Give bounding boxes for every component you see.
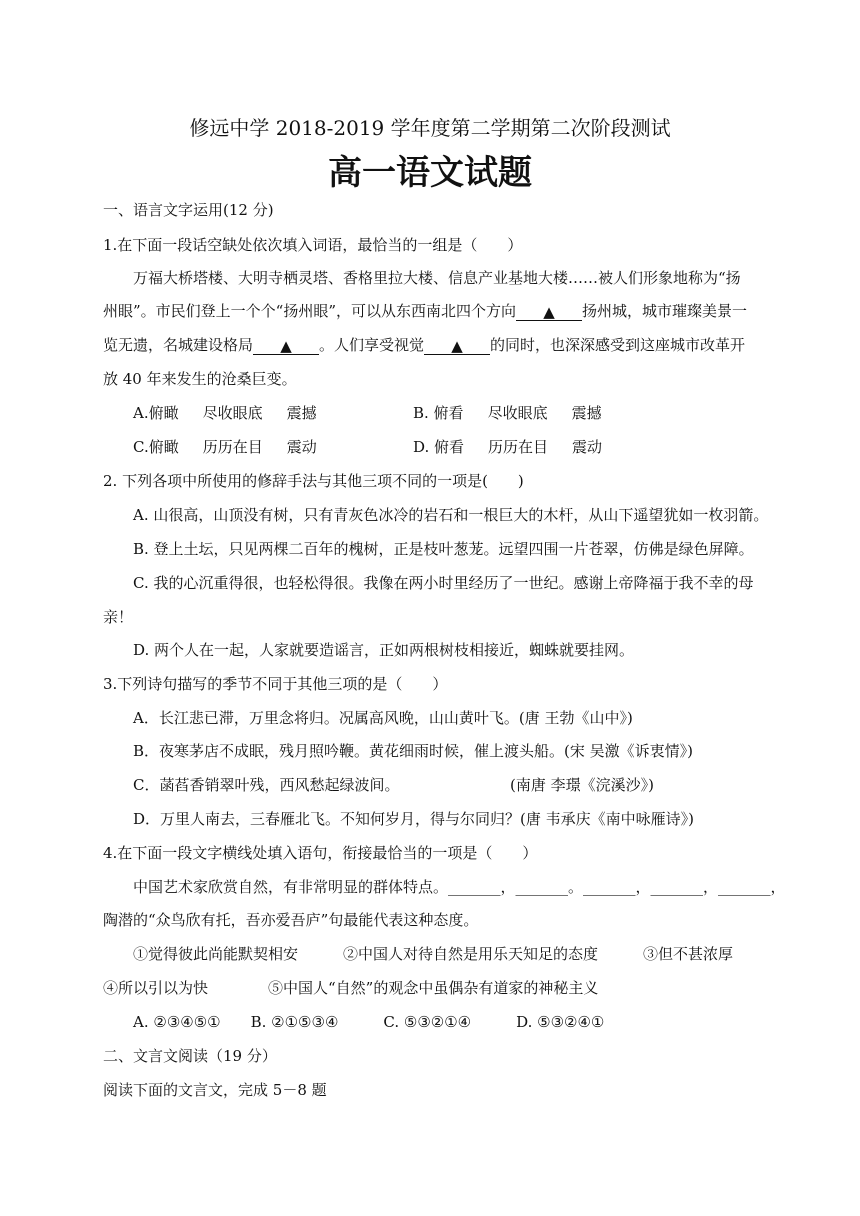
option-label: B. 俯看 <box>413 404 464 422</box>
q1-option-a <box>133 403 317 423</box>
option-word: 尽收眼底 <box>202 404 263 422</box>
q1-blank-2: ▲ <box>253 336 319 355</box>
option-label: C.俯瞰 <box>133 438 179 456</box>
q1-passage-line2 <box>103 301 747 321</box>
q3-option-c: C．菡萏香销翠叶残，西风愁起绿波间。 <box>133 776 400 794</box>
section2-intro: 阅读下面的文言文，完成 5－8 题 <box>103 1081 327 1099</box>
q1-option-b <box>413 403 602 423</box>
q3-option-a: A．长江悲已滞，万里念将归。况属高风晚，山山黄叶飞。(唐 王勃《山中》) <box>133 709 633 727</box>
q2-option-b: B. 登上土坛，只见两棵二百年的槐树，正是枝叶葱茏。远望四围一片苍翠，仿佛是绿色屏障。 <box>133 540 754 558</box>
q3-option-c-source: (南唐 李璟《浣溪沙》) <box>510 776 654 794</box>
q4-passage-line2: 陶潜的“众鸟欣有托，吾亦爱吾庐”句最能代表这种态度。 <box>103 911 479 929</box>
q3-option-b: B．夜寒茅店不成眠，残月照吟鞭。黄花细雨时候，催上渡头船。(宋 吴激《诉衷情》) <box>133 742 693 760</box>
q1-passage-text: 的同时，也深深感受到这座城市改革开 <box>490 336 746 354</box>
q1-passage-line4: 放 40 年来发生的沧桑巨变。 <box>103 370 297 388</box>
q1-option-d <box>413 437 602 457</box>
q3-option-d: D．万里人南去，三春雁北飞。不知何岁月，得与尔同归？(唐 韦承庆《南中咏雁诗》) <box>133 810 695 828</box>
exam-title: 高一语文试题 <box>328 153 532 193</box>
q1-stem: 1.在下面一段话空缺处依次填入词语，最恰当的一组是（ ） <box>103 236 523 254</box>
q4-items-line1: ①觉得彼此尚能默契相安 ②中国人对待自然是用乐天知足的态度 ③但不甚浓厚 <box>133 945 734 963</box>
option-word: 震撼 <box>286 404 317 422</box>
option-word: 尽收眼底 <box>487 404 548 422</box>
option-word: 震撼 <box>571 404 602 422</box>
q4-items-line2: ④所以引以为快 ⑤中国人“自然”的观念中虽偶杂有道家的神秘主义 <box>103 979 599 997</box>
q4-passage-line1: 中国艺术家欣赏自然，有非常明显的群体特点。_______，_______。_______，_______，_______， <box>133 878 786 896</box>
option-label: A.俯瞰 <box>133 404 179 422</box>
q1-passage-line1: 万福大桥塔楼、大明寺栖灵塔、香格里拉大楼、信息产业基地大楼……被人们形象地称为“扬 <box>133 269 741 287</box>
q1-passage-text: 览无遗，名城建设格局 <box>103 336 254 354</box>
q2-option-c-line1: C. 我的心沉重得很，也轻松得很。我像在两小时里经历了一世纪。感谢上帝降福于我不幸的母 <box>133 574 754 592</box>
q2-option-a: A. 山很高，山顶没有树，只有青灰色冰冷的岩石和一根巨大的木杆，从山下遥望犹如一枚羽箭。 <box>133 506 769 524</box>
q4-options: A. ②③④⑤① B. ②①⑤③④ C. ⑤③②①④ D. ⑤③②④① <box>133 1013 605 1031</box>
option-word: 震动 <box>286 438 317 456</box>
q1-option-c <box>133 437 317 457</box>
q1-blank-3: ▲ <box>424 336 490 355</box>
option-word: 历历在目 <box>488 438 549 456</box>
section1-heading: 一、语言文字运用(12 分) <box>103 201 274 219</box>
option-word: 震动 <box>572 438 603 456</box>
q2-option-c-line2: 亲！ <box>103 608 134 626</box>
q2-stem: 2. 下列各项中所使用的修辞手法与其他三项不同的一项是( ) <box>103 472 524 490</box>
q3-stem: 3.下列诗句描写的季节不同于其他三项的是（ ） <box>103 675 448 693</box>
q1-passage-text: 。人们享受视觉 <box>319 336 425 354</box>
q1-blank-1: ▲ <box>516 302 582 321</box>
q1-passage-text: 扬州城，城市璀璨美景一 <box>582 302 748 320</box>
option-label: D. 俯看 <box>413 438 465 456</box>
q1-passage-line3 <box>103 335 745 355</box>
q4-stem: 4.在下面一段文字横线处填入语句，衔接最恰当的一项是（ ） <box>103 844 538 862</box>
section2-heading: 二、文言文阅读（19 分） <box>103 1047 277 1065</box>
exam-subtitle: 修远中学 2018-2019 学年度第二学期第二次阶段测试 <box>189 116 671 140</box>
q2-option-d: D. 两个人在一起，人家就要造谣言，正如两根树枝相接近，蜘蛛就要挂网。 <box>133 641 635 659</box>
option-word: 历历在目 <box>202 438 263 456</box>
q1-passage-text: 州眼”。市民们登上一个个“扬州眼”，可以从东西南北四个方向 <box>103 302 517 320</box>
